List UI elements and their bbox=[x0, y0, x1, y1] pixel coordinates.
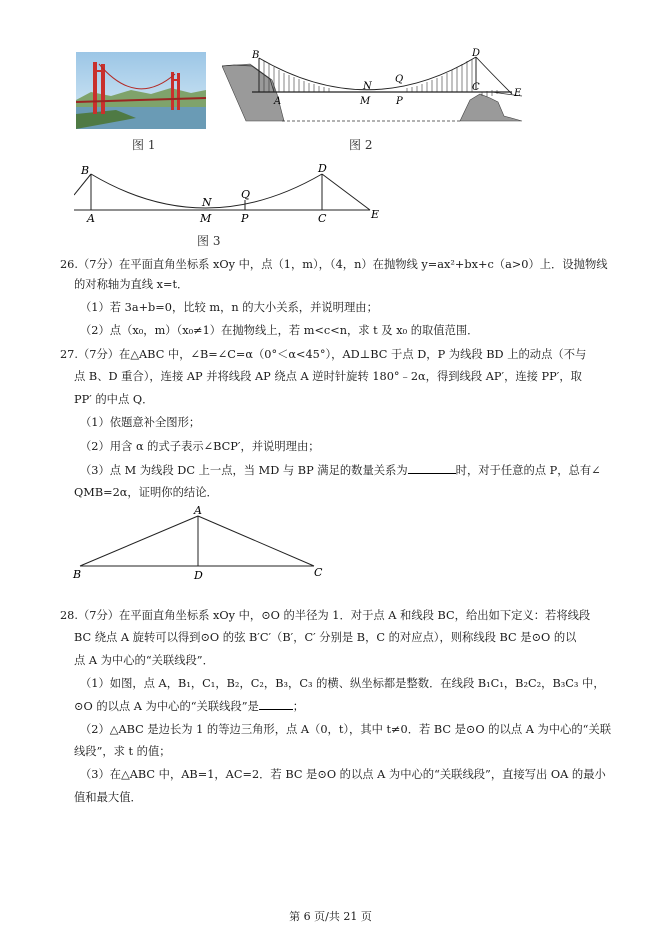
q27-line3: PP′ 的中点 Q． bbox=[74, 393, 154, 406]
triangle-figure bbox=[70, 502, 330, 582]
q27-part3 bbox=[80, 463, 601, 478]
fig2-caption: 图 2 bbox=[349, 138, 373, 152]
tri-label-C: C bbox=[314, 566, 323, 579]
q28-part2a: （2）△ABC 是边长为 1 的等边三角形，点 A（0，t），其中 t≠0．若 BC 是⊙O 的以点 A 为中心的“关联 bbox=[80, 723, 612, 736]
q28-part2b: 线段”，求 t 的值； bbox=[74, 745, 171, 758]
fig2-label-D: D bbox=[472, 48, 481, 59]
fig2-label-M: M bbox=[360, 96, 371, 107]
fig2-label-E: E bbox=[514, 88, 522, 99]
bridge-schematic bbox=[74, 160, 394, 230]
fig2-label-Q: Q bbox=[395, 74, 404, 85]
answer-blank[interactable] bbox=[259, 699, 293, 710]
fig3-label-Q: Q bbox=[241, 188, 251, 201]
tri-label-B: B bbox=[73, 568, 82, 581]
fig3-label-D: D bbox=[318, 162, 327, 175]
q28-part1b: ⊙O 的以点 A 为中心的“关联线段”是 bbox=[74, 700, 259, 713]
bridge-photo bbox=[76, 52, 206, 129]
fig1-caption: 图 1 bbox=[132, 138, 156, 152]
q27-line1: 27.（7分）在△ABC 中，∠B=∠C=α（0°＜α<45°），AD⊥BC 于点 D，P 为线段 BD 上的动点（不与 bbox=[60, 348, 587, 361]
q28-part1c: ； bbox=[292, 700, 305, 713]
answer-blank[interactable] bbox=[408, 463, 456, 474]
fig2-label-N: N bbox=[363, 81, 372, 92]
q26-line2: 的对称轴为直线 x=t． bbox=[74, 278, 189, 291]
tri-label-A: A bbox=[194, 504, 202, 517]
fig3-label-N: N bbox=[202, 196, 212, 209]
page-footer: 第 6 页/共 21 页 bbox=[289, 910, 372, 923]
q26-line1: 26.（7分）在平面直角坐标系 xOy 中，点（1，m），（4，n）在抛物线 y=ax²+bx+c（a>0）上．设抛物线 bbox=[60, 258, 608, 271]
fig2-label-A: A bbox=[274, 96, 282, 107]
q27-part3-b: 时，对于任意的点 P，总有∠ bbox=[455, 464, 601, 477]
q27-line2: 点 B、D 重合），连接 AP 并将线段 AP 绕点 A 逆时针旋转 180°﹣2α，得到线段 AP′，连接 PP′，取 bbox=[74, 370, 582, 383]
fig3-label-E: E bbox=[371, 208, 380, 221]
q28-line3: 点 A 为中心的“关联线段”． bbox=[74, 654, 214, 667]
q28-line2: BC 绕点 A 旋转可以得到⊙O 的弦 B′C′（B′，C′ 分别是 B，C 的对应点），则称线段 BC 是⊙O 的以 bbox=[74, 631, 577, 644]
fig2-label-C: C bbox=[472, 82, 480, 93]
q26-part1: （1）若 3a+b=0，比较 m，n 的大小关系，并说明理由； bbox=[80, 301, 378, 314]
fig3-label-C: C bbox=[318, 212, 327, 225]
q26-part2: （2）点（x₀，m）（x₀≠1）在抛物线上，若 m<c<n，求 t 及 x₀ 的取值范围． bbox=[80, 324, 479, 337]
q28-part1b-row bbox=[74, 699, 304, 714]
q28-part3a: （3）在△ABC 中，AB=1，AC=2．若 BC 是⊙O 的以点 A 为中心的“关联线段”，直接写出 OA 的最小 bbox=[80, 768, 606, 781]
fig3-caption: 图 3 bbox=[197, 234, 221, 248]
q27-part3-a: （3）点 M 为线段 DC 上一点，当 MD 与 BP 满足的数量关系为 bbox=[80, 464, 408, 477]
q28-part1a: （1）如图，点 A，B₁，C₁，B₂，C₂，B₃，C₃ 的横、纵坐标都是整数．在线段 B₁C₁，B₂C₂，B₃C₃ 中， bbox=[80, 677, 605, 690]
q27-part2: （2）用含 α 的式子表示∠BCP′，并说明理由； bbox=[80, 440, 320, 453]
fig3-label-B: B bbox=[81, 164, 90, 177]
q27-part3-c: QMB=2α，证明你的结论． bbox=[74, 486, 218, 499]
fig3-label-P: P bbox=[241, 212, 249, 225]
q28-part3b: 值和最大值． bbox=[74, 791, 142, 804]
fig2-label-B: B bbox=[252, 50, 260, 61]
q27-part1: （1）依题意补全图形； bbox=[80, 416, 201, 429]
q28-line1: 28.（7分）在平面直角坐标系 xOy 中，⊙O 的半径为 1．对于点 A 和线段 BC，给出如下定义：若将线段 bbox=[60, 609, 591, 622]
tri-label-D: D bbox=[194, 569, 203, 582]
fig3-label-M: M bbox=[200, 212, 212, 225]
fig2-label-P: P bbox=[396, 96, 403, 107]
fig3-label-A: A bbox=[87, 212, 95, 225]
bridge-diagram bbox=[222, 44, 532, 129]
